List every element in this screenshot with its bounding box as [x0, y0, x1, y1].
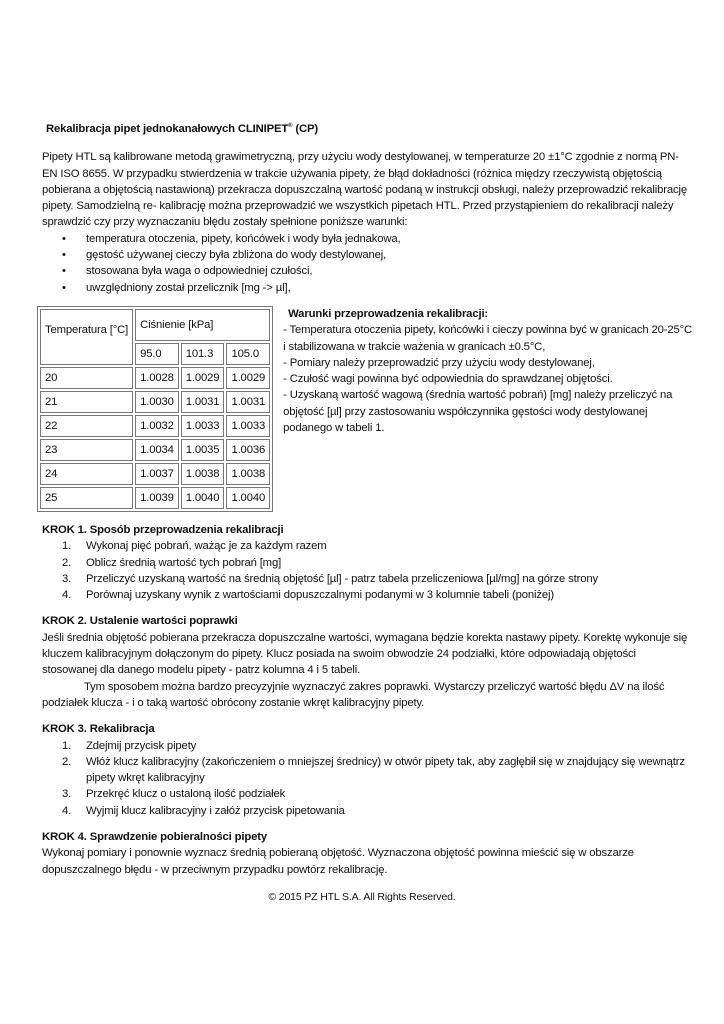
temperature-value: 21: [40, 391, 133, 413]
temperature-value: 25: [40, 487, 133, 509]
step-3-heading: KROK 3. Rekalibracja: [42, 723, 155, 736]
list-item: [42, 803, 692, 819]
density-table: [37, 306, 273, 512]
density-value: 1.0033: [181, 415, 225, 437]
temperature-value: 22: [40, 415, 133, 437]
list-item-text: gęstość używanej cieczy była zbliżona do wody destylowanej,: [86, 249, 387, 262]
list-item: [42, 587, 692, 603]
list-item-text: Przeliczyć uzyskaną wartość na średnią objętość [µl] - patrz tabela przeliczeniowa [µl/mg] na górze strony: [86, 572, 598, 585]
temperature-value: 20: [40, 367, 133, 389]
list-item-text: uwzględniony został przelicznik [mg -> µl],: [86, 281, 291, 294]
step-4-text: Wykonaj pomiary i ponownie wyznacz średnią pobieraną objętość. Wyznaczona objętość powinna mieścić się w obszarze dopuszczalnego błędu - w przeciwnym przypadku powtórz rekalibrację.: [42, 847, 634, 876]
density-value: 1.0037: [135, 463, 179, 485]
table-row: [40, 439, 270, 461]
density-value: 1.0035: [181, 439, 225, 461]
pressure-value: 95.0: [135, 343, 179, 365]
step-2-paragraph: Jeśli średnia objętość pobierana przekracza dopuszczalne wartości, wymagana będzie korekta nastawy pipety. Korektę wykonuje się kluczem kalibracyjnym dołączonym do pipety. Klucz posiada na swoim obwodzie 24 podziałki, które odpowiadają objętości stosowanej dla danego modelu pipety - patrz kolumna 4 i 5 tabeli.: [42, 631, 688, 677]
list-item-text: Włóż klucz kalibracyjny (zakończeniem o mniejszej średnicy) w otwór pipety tak, aby zagłębił się w znajdujący się wewnątrz pipety wkręt kalibracyjny: [86, 755, 685, 785]
document-title: [42, 121, 692, 137]
list-number: 1.: [62, 540, 72, 553]
list-item: [42, 538, 692, 554]
list-number: 4.: [62, 589, 72, 602]
density-value: 1.0038: [226, 463, 270, 485]
title-suffix: (CP): [292, 123, 319, 135]
table-row: [40, 391, 270, 413]
list-item: [42, 754, 692, 787]
list-item-text: stosowana była waga o odpowiedniej czułości,: [86, 265, 313, 278]
density-value: 1.0038: [181, 463, 225, 485]
table-and-conditions: [37, 306, 692, 512]
table-row: [40, 463, 270, 485]
step-4: [42, 829, 692, 878]
step-2-paragraph: Tym sposobem można bardzo precyzyjnie wyznaczyć zakres poprawki. Wystarczy przeliczyć wartość błędu ΔV na ilość podziałek klucza - i o taką wartość obrócony zostanie wkręt kalibracyjny pipety.: [42, 680, 665, 709]
list-item-text: Wyjmij klucz kalibracyjny i załóż przycisk pipetowania: [86, 804, 345, 817]
list-number: 2.: [62, 556, 72, 569]
temp-header: Temperatura [°C]: [40, 309, 133, 365]
title-text: Rekalibracja pipet jednokanałowych CLINIPET: [46, 123, 289, 135]
density-value: 1.0036: [226, 439, 270, 461]
bullet-icon: •: [62, 232, 66, 245]
density-value: 1.0030: [135, 391, 179, 413]
list-item: [62, 231, 692, 247]
conditions-list: [62, 231, 692, 296]
step-1-heading: KROK 1. Sposób przeprowadzenia rekalibracji: [42, 523, 284, 536]
table-row: [40, 415, 270, 437]
list-item: [42, 738, 692, 754]
conditions-item: - Uzyskaną wartość wagową (średnia wartość pobrań) [mg] należy przeliczyć na objętość [µl] przy zastosowaniu współczynnika gęstości wody destylowanej podanego w tabeli 1.: [283, 389, 673, 435]
pressure-header: Ciśnienie [kPa]: [135, 309, 270, 341]
density-value: 1.0040: [226, 487, 270, 509]
pressure-value: 101.3: [181, 343, 225, 365]
list-number: 2.: [62, 755, 72, 768]
table-row: [40, 487, 270, 509]
density-value: 1.0032: [135, 415, 179, 437]
density-value: 1.0029: [226, 367, 270, 389]
copyright-footer: © 2015 PZ HTL S.A. All Rights Reserved.: [268, 890, 456, 903]
list-item-text: Porównaj uzyskany wynik z wartościami dopuszczalnymi podanymi w 3 kolumnie tabeli (poniżej): [86, 589, 554, 602]
density-value: 1.0039: [135, 487, 179, 509]
density-value: 1.0034: [135, 439, 179, 461]
density-value: 1.0040: [181, 487, 225, 509]
list-item: [62, 247, 692, 263]
list-item: [62, 263, 692, 279]
pressure-value: 105.0: [226, 343, 270, 365]
density-value: 1.0031: [181, 391, 225, 413]
step-2-heading: KROK 2. Ustalenie wartości poprawki: [42, 615, 238, 628]
table-row: [40, 367, 270, 389]
list-number: 4.: [62, 804, 72, 817]
step-2: [42, 613, 692, 711]
conditions-heading: Warunki przeprowadzenia rekalibracji:: [288, 307, 489, 320]
density-value: 1.0029: [181, 367, 225, 389]
conditions-text: - Temperatura otoczenia pipety, końcówki i cieczy powinna być w granicach 20-25°C i stabilizowana w trakcie ważenia w granicach ±0.5°C,: [283, 324, 692, 353]
temperature-value: 24: [40, 463, 133, 485]
conditions-box: [283, 306, 692, 436]
list-number: 1.: [62, 739, 72, 752]
density-value: 1.0028: [135, 367, 179, 389]
list-item: [42, 786, 692, 802]
conditions-item: - Pomiary należy przeprowadzić przy użyciu wody destylowanej,: [283, 356, 595, 369]
step-1: [42, 522, 692, 603]
list-item-text: Wykonaj pięć pobrań, ważąc je za każdym razem: [86, 540, 327, 553]
list-number: 3.: [62, 572, 72, 585]
list-item: [42, 555, 692, 571]
registered-mark: ®: [288, 123, 293, 130]
density-value: 1.0031: [226, 391, 270, 413]
bullet-icon: •: [62, 265, 66, 278]
list-item-text: Przekręć klucz o ustaloną ilość podziałek: [86, 788, 286, 801]
temperature-value: 23: [40, 439, 133, 461]
list-item-text: temperatura otoczenia, pipety, końcówek i wody była jednakowa,: [86, 232, 401, 245]
list-item: [42, 571, 692, 587]
step-3: [42, 721, 692, 819]
list-number: 3.: [62, 788, 72, 801]
conditions-item: - Czułość wagi powinna być odpowiednia do sprawdzanej objętości.: [283, 373, 613, 386]
list-item: [62, 280, 692, 296]
step-4-heading: KROK 4. Sprawdzenie pobieralności pipety: [42, 831, 268, 844]
intro-paragraph: Pipety HTL są kalibrowane metodą grawimetryczną, przy użyciu wody destylowanej, w temperaturze 20 ±1°C zgodnie z normą PN-EN ISO 8655. W przypadku stwierdzenia w trakcie używania pipety, że błąd dokładności (różnica między rzeczywistą objętością pobierana a objętością nastawioną) przekracza dopuszczalną wartość podaną w instrukcji obsługi, należy przeprowadzić rekalibrację pipety. Samodzielną re- kalibrację można przeprowadzić we wszystkich pipetach HTL. Przed przystąpieniem do rekalibracji należy sprawdzić czy przy wyznaczaniu błędu zostały spełnione poniższe warunki:: [42, 151, 688, 229]
list-item-text: Oblicz średnią wartość tych pobrań [mg]: [86, 556, 282, 569]
bullet-icon: •: [62, 281, 66, 294]
bullet-icon: •: [62, 249, 66, 262]
density-value: 1.0033: [226, 415, 270, 437]
list-item-text: Zdejmij przycisk pipety: [86, 739, 197, 752]
